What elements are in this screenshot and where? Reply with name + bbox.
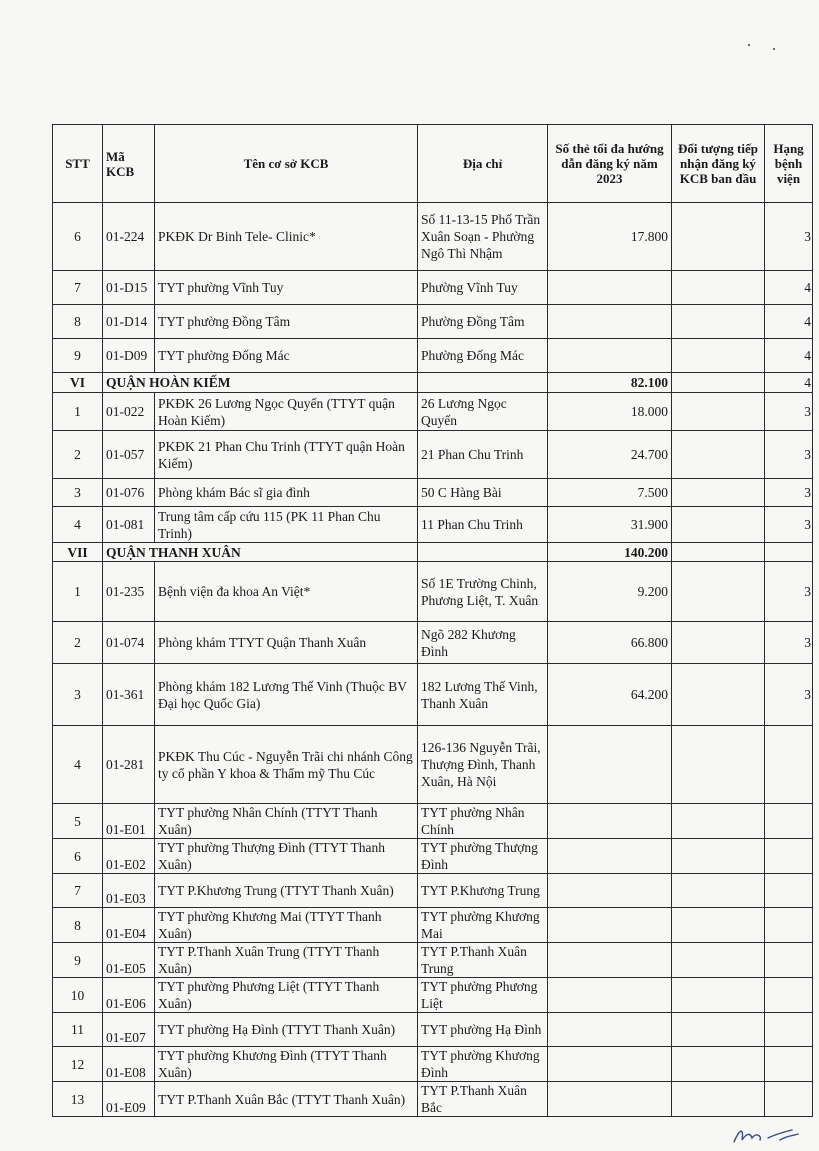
target-cell <box>672 479 765 507</box>
rank-cell: 3 <box>765 622 813 664</box>
address-cell: Phường Vĩnh Tuy <box>418 271 548 305</box>
code-cell: 01-E05 <box>103 943 155 978</box>
code-cell: 01-D15 <box>103 271 155 305</box>
address-cell <box>418 373 548 393</box>
header-doi-tuong: Đối tượng tiếp nhận đăng ký KCB ban đầu <box>672 125 765 203</box>
code-cell: 01-E08 <box>103 1047 155 1082</box>
card-limit-cell: 17.800 <box>548 203 672 271</box>
rank-cell <box>765 1013 813 1047</box>
target-cell <box>672 1013 765 1047</box>
rank-cell <box>765 1047 813 1082</box>
header-dia-chi: Địa chỉ <box>418 125 548 203</box>
code-cell: 01-D14 <box>103 305 155 339</box>
code-cell: 01-E03 <box>103 874 155 908</box>
card-limit-cell <box>548 839 672 874</box>
address-cell: 11 Phan Chu Trinh <box>418 507 548 543</box>
section-row <box>53 373 813 393</box>
address-cell <box>418 543 548 562</box>
code-cell: 01-E01 <box>103 804 155 839</box>
address-cell: TYT phường Khương Mai <box>418 908 548 943</box>
facility-name-cell: TYT phường Thượng Đình (TTYT Thanh Xuân) <box>155 839 418 874</box>
card-limit-cell: 24.700 <box>548 431 672 479</box>
facility-name-cell: TYT phường Vĩnh Tuy <box>155 271 418 305</box>
target-cell <box>672 305 765 339</box>
card-limit-cell <box>548 804 672 839</box>
rank-cell: 3 <box>765 431 813 479</box>
rank-cell: 4 <box>765 305 813 339</box>
card-limit-cell: 66.800 <box>548 622 672 664</box>
facility-name-cell: TYT phường Nhân Chính (TTYT Thanh Xuân) <box>155 804 418 839</box>
address-cell: 50 C Hàng Bài <box>418 479 548 507</box>
rank-cell: 3 <box>765 664 813 726</box>
code-cell: 01-235 <box>103 562 155 622</box>
table-row <box>53 562 813 622</box>
code-cell: 01-D09 <box>103 339 155 373</box>
target-cell <box>672 1047 765 1082</box>
target-cell <box>672 507 765 543</box>
card-limit-cell <box>548 908 672 943</box>
rank-cell: 3 <box>765 203 813 271</box>
table-row <box>53 664 813 726</box>
code-cell: 01-081 <box>103 507 155 543</box>
stt-cell: 3 <box>53 479 103 507</box>
facility-name-cell: TYT phường Khương Mai (TTYT Thanh Xuân) <box>155 908 418 943</box>
code-cell: 01-074 <box>103 622 155 664</box>
card-limit-cell: 31.900 <box>548 507 672 543</box>
table-body <box>53 203 813 1117</box>
card-limit-cell <box>548 726 672 804</box>
table-row <box>53 1047 813 1082</box>
code-cell: 01-E02 <box>103 839 155 874</box>
table-row <box>53 874 813 908</box>
table-row <box>53 393 813 431</box>
address-cell: TYT P.Thanh Xuân Bắc <box>418 1082 548 1117</box>
rank-cell: 3 <box>765 507 813 543</box>
facility-name-cell: PKĐK Dr Binh Tele- Clinic* <box>155 203 418 271</box>
rank-cell <box>765 543 813 562</box>
table-row <box>53 271 813 305</box>
code-cell: 01-022 <box>103 393 155 431</box>
stt-cell: 4 <box>53 726 103 804</box>
address-cell: Phường Đồng Tâm <box>418 305 548 339</box>
code-cell: 01-224 <box>103 203 155 271</box>
facility-name-cell: TYT phường Phương Liệt (TTYT Thanh Xuân) <box>155 978 418 1013</box>
target-cell <box>672 373 765 393</box>
facility-name-cell: Bệnh viện đa khoa An Việt* <box>155 562 418 622</box>
card-limit-cell <box>548 1013 672 1047</box>
stt-cell: 2 <box>53 431 103 479</box>
rank-cell <box>765 874 813 908</box>
header-so-the: Số thẻ tối đa hướng dẫn đăng ký năm 2023 <box>548 125 672 203</box>
code-cell: 01-361 <box>103 664 155 726</box>
target-cell <box>672 271 765 305</box>
stt-cell: 8 <box>53 908 103 943</box>
table-row <box>53 479 813 507</box>
facility-name-cell: PKĐK 21 Phan Chu Trinh (TTYT quận Hoàn Kiếm) <box>155 431 418 479</box>
rank-cell <box>765 943 813 978</box>
target-cell <box>672 431 765 479</box>
facility-name-cell: PKĐK Thu Cúc - Nguyễn Trãi chi nhánh Công ty cổ phần Y khoa & Thẩm mỹ Thu Cúc <box>155 726 418 804</box>
rank-cell <box>765 908 813 943</box>
address-cell: Số 11-13-15 Phố Trần Xuân Soạn - Phường Ngô Thì Nhậm <box>418 203 548 271</box>
table-row <box>53 203 813 271</box>
stt-cell: 1 <box>53 562 103 622</box>
target-cell <box>672 393 765 431</box>
code-cell: 01-281 <box>103 726 155 804</box>
address-cell: TYT phường Phương Liệt <box>418 978 548 1013</box>
card-limit-cell: 18.000 <box>548 393 672 431</box>
address-cell: 126-136 Nguyễn Trãi, Thượng Đình, Thanh Xuân, Hà Nội <box>418 726 548 804</box>
facility-name-cell: Phòng khám 182 Lương Thế Vinh (Thuộc BV Đại học Quốc Gia) <box>155 664 418 726</box>
table-row <box>53 804 813 839</box>
address-cell: Ngõ 282 Khương Đình <box>418 622 548 664</box>
table-row <box>53 726 813 804</box>
stt-cell: 8 <box>53 305 103 339</box>
code-cell: 01-E06 <box>103 978 155 1013</box>
rank-cell <box>765 839 813 874</box>
address-cell: 182 Lương Thế Vinh, Thanh Xuân <box>418 664 548 726</box>
address-cell: TYT phường Thượng Đình <box>418 839 548 874</box>
facility-name-cell: TYT P.Khương Trung (TTYT Thanh Xuân) <box>155 874 418 908</box>
facility-table <box>52 124 813 1117</box>
facility-name-cell: Phòng khám TTYT Quận Thanh Xuân <box>155 622 418 664</box>
code-cell: 01-E04 <box>103 908 155 943</box>
stt-cell: 2 <box>53 622 103 664</box>
stt-cell: 9 <box>53 339 103 373</box>
card-limit-cell: 7.500 <box>548 479 672 507</box>
header-row <box>53 125 813 203</box>
facility-name-cell: TYT phường Hạ Đình (TTYT Thanh Xuân) <box>155 1013 418 1047</box>
table-row <box>53 305 813 339</box>
facility-name-cell: TYT phường Khương Đình (TTYT Thanh Xuân) <box>155 1047 418 1082</box>
stt-cell: 7 <box>53 874 103 908</box>
header-stt: STT <box>53 125 103 203</box>
facility-name-cell: Trung tâm cấp cứu 115 (PK 11 Phan Chu Trinh) <box>155 507 418 543</box>
table-row <box>53 978 813 1013</box>
facility-name-cell: TYT P.Thanh Xuân Trung (TTYT Thanh Xuân) <box>155 943 418 978</box>
card-limit-cell <box>548 271 672 305</box>
table-row <box>53 1013 813 1047</box>
section-number: VII <box>53 543 103 562</box>
card-limit-cell <box>548 1082 672 1117</box>
target-cell <box>672 804 765 839</box>
facility-name-cell: PKĐK 26 Lương Ngọc Quyến (TTYT quận Hoàn Kiếm) <box>155 393 418 431</box>
rank-cell: 4 <box>765 373 813 393</box>
table-row <box>53 1082 813 1117</box>
card-limit-cell: 9.200 <box>548 562 672 622</box>
target-cell <box>672 978 765 1013</box>
address-cell: TYT phường Hạ Đình <box>418 1013 548 1047</box>
code-cell: 01-E09 <box>103 1082 155 1117</box>
scan-speck <box>748 44 750 46</box>
card-limit-cell <box>548 978 672 1013</box>
rank-cell: 4 <box>765 339 813 373</box>
table-row <box>53 839 813 874</box>
rank-cell: 4 <box>765 271 813 305</box>
address-cell: Phường Đống Mác <box>418 339 548 373</box>
section-row <box>53 543 813 562</box>
code-cell: 01-E07 <box>103 1013 155 1047</box>
stt-cell: 12 <box>53 1047 103 1082</box>
card-limit-cell <box>548 305 672 339</box>
address-cell: TYT phường Nhân Chính <box>418 804 548 839</box>
stt-cell: 1 <box>53 393 103 431</box>
card-limit-cell <box>548 943 672 978</box>
address-cell: TYT P.Khương Trung <box>418 874 548 908</box>
rank-cell <box>765 726 813 804</box>
rank-cell: 3 <box>765 479 813 507</box>
facility-name-cell: Phòng khám Bác sĩ gia đình <box>155 479 418 507</box>
target-cell <box>672 543 765 562</box>
header-hang: Hạng bệnh viện <box>765 125 813 203</box>
address-cell: 21 Phan Chu Trinh <box>418 431 548 479</box>
section-title: QUẬN THANH XUÂN <box>103 543 418 562</box>
stt-cell: 9 <box>53 943 103 978</box>
facility-name-cell: TYT phường Đồng Tâm <box>155 305 418 339</box>
target-cell <box>672 664 765 726</box>
stt-cell: 5 <box>53 804 103 839</box>
facility-name-cell: TYT phường Đống Mác <box>155 339 418 373</box>
table-row <box>53 339 813 373</box>
stt-cell: 7 <box>53 271 103 305</box>
target-cell <box>672 726 765 804</box>
stt-cell: 6 <box>53 203 103 271</box>
code-cell: 01-057 <box>103 431 155 479</box>
table-row <box>53 507 813 543</box>
card-limit-cell: 64.200 <box>548 664 672 726</box>
stt-cell: 10 <box>53 978 103 1013</box>
code-cell: 01-076 <box>103 479 155 507</box>
card-limit-cell <box>548 874 672 908</box>
table-row <box>53 943 813 978</box>
signature-mark <box>732 1124 802 1146</box>
stt-cell: 11 <box>53 1013 103 1047</box>
stt-cell: 13 <box>53 1082 103 1117</box>
scan-speck <box>773 48 775 50</box>
target-cell <box>672 839 765 874</box>
table-row <box>53 908 813 943</box>
stt-cell: 3 <box>53 664 103 726</box>
rank-cell <box>765 1082 813 1117</box>
table-row <box>53 431 813 479</box>
target-cell <box>672 908 765 943</box>
stt-cell: 6 <box>53 839 103 874</box>
section-number: VI <box>53 373 103 393</box>
target-cell <box>672 339 765 373</box>
card-limit-cell <box>548 1047 672 1082</box>
rank-cell: 3 <box>765 562 813 622</box>
card-limit-cell: 82.100 <box>548 373 672 393</box>
rank-cell <box>765 978 813 1013</box>
card-limit-cell <box>548 339 672 373</box>
target-cell <box>672 622 765 664</box>
target-cell <box>672 562 765 622</box>
target-cell <box>672 874 765 908</box>
header-ma-kcb: Mã KCB <box>103 125 155 203</box>
facility-name-cell: TYT P.Thanh Xuân Bắc (TTYT Thanh Xuân) <box>155 1082 418 1117</box>
card-limit-cell: 140.200 <box>548 543 672 562</box>
table-row <box>53 622 813 664</box>
target-cell <box>672 1082 765 1117</box>
address-cell: 26 Lương Ngọc Quyến <box>418 393 548 431</box>
section-title: QUẬN HOÀN KIẾM <box>103 373 418 393</box>
header-ten-co-so: Tên cơ sở KCB <box>155 125 418 203</box>
target-cell <box>672 943 765 978</box>
rank-cell: 3 <box>765 393 813 431</box>
rank-cell <box>765 804 813 839</box>
address-cell: Số 1E Trường Chinh, Phương Liệt, T. Xuân <box>418 562 548 622</box>
address-cell: TYT phường Khương Đình <box>418 1047 548 1082</box>
stt-cell: 4 <box>53 507 103 543</box>
address-cell: TYT P.Thanh Xuân Trung <box>418 943 548 978</box>
target-cell <box>672 203 765 271</box>
